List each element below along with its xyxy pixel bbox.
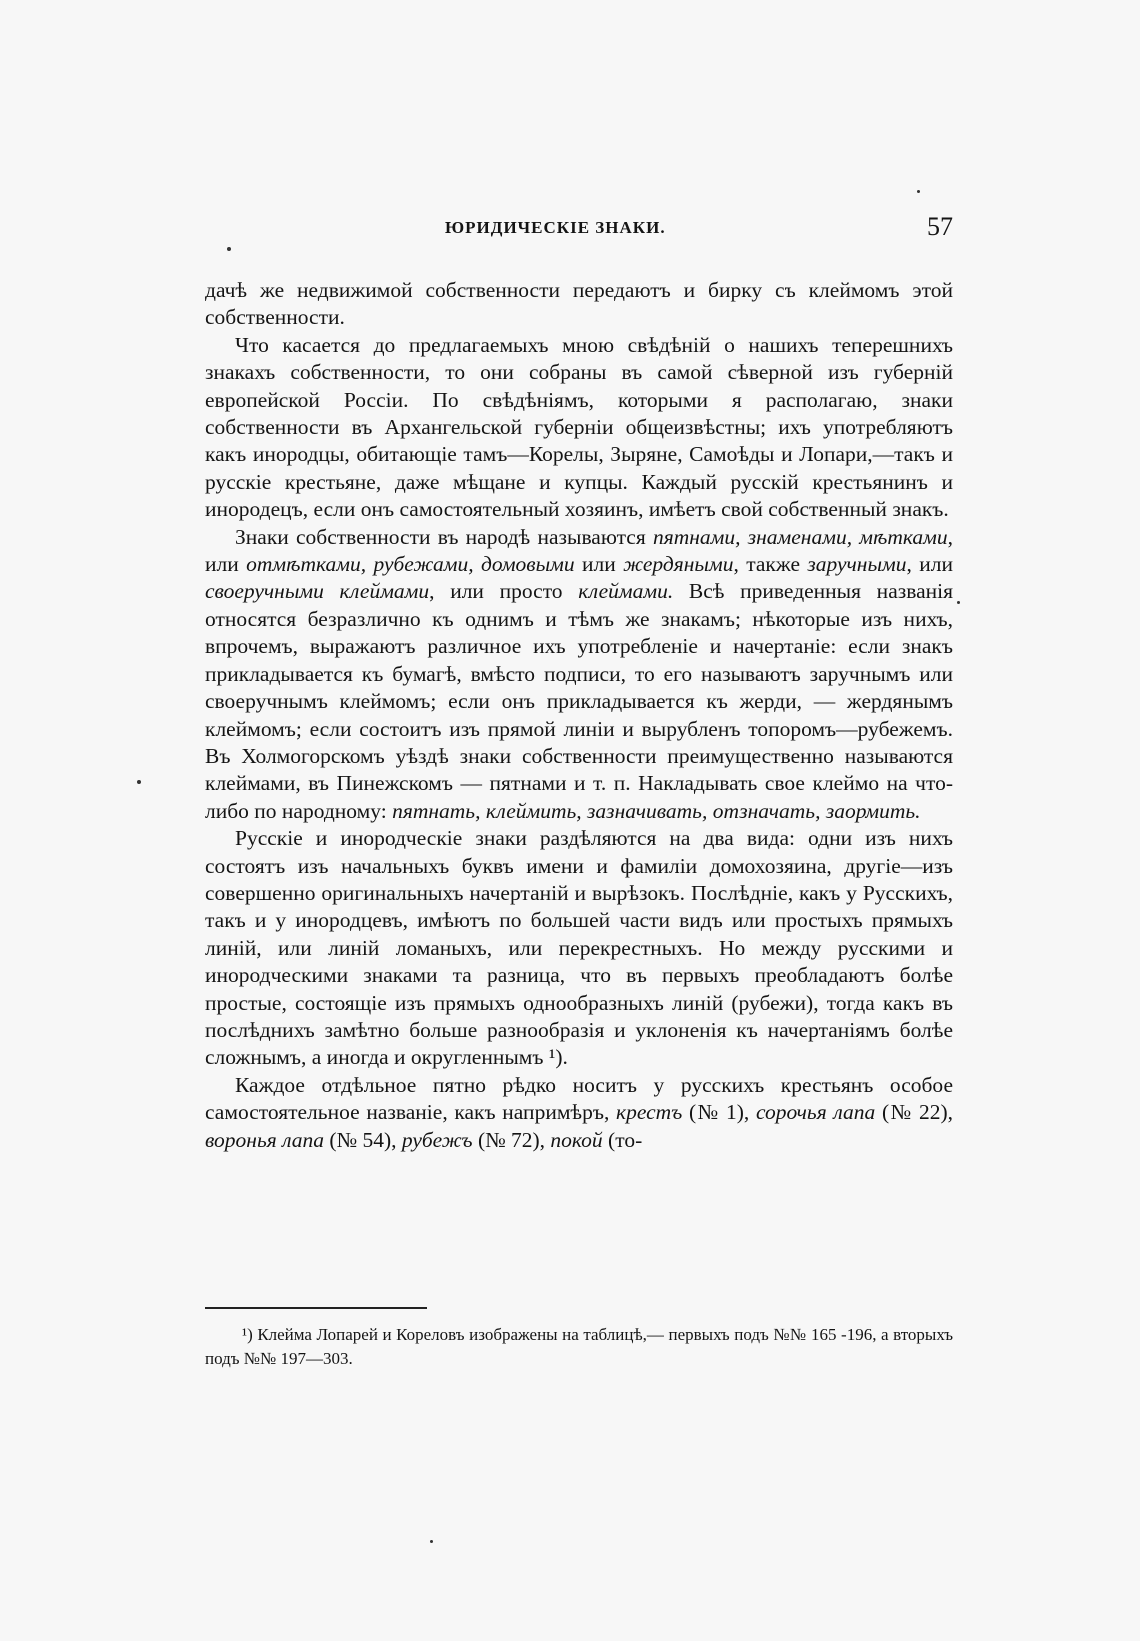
text-run: , или [906,552,953,577]
scan-speck [917,190,920,193]
scan-speck [430,1540,433,1543]
italic-run: отмѣтками, рубежами, домовыми [246,552,575,577]
paragraph-2 [205,332,953,524]
text-run: Русскіе и инородческіе знаки раздѣляются на два вида: одни изъ нихъ состоятъ изъ начальныхъ буквъ имени и фамиліи домохозяина, другіе—изъ совершенно оригинальныхъ начертаній и вырѣзокъ. Послѣдніе, какъ у Русскихъ, такъ и у инородцевъ, имѣютъ по большей части видъ или простыхъ прямыхъ линій, или линій ломаныхъ, или перекрестныхъ. Но между русскими и инородческими знаками та разница, что въ первыхъ преобладаютъ болѣе простые, состоящіе изъ прямыхъ однообразныхъ линій (рубежи), тогда какъ въ послѣднихъ замѣтно больше разнообразія и уклоненія къ начертаніямъ болѣе сложнымъ, а иногда и округленнымъ ¹). [205,826,953,1070]
footnote-rule [205,1307,427,1309]
paragraph-1 [205,277,953,332]
paragraph-5 [205,1072,953,1154]
page-number: 57 [927,212,953,241]
italic-run: рубежъ [401,1127,473,1152]
text-run: дачѣ же недвижимой собственности передаютъ и бирку съ клеймомъ этой собственности. [205,278,953,330]
footnote [205,1323,953,1371]
italic-run: крестъ [616,1100,683,1125]
scan-speck [957,601,960,604]
italic-run: сорочья лапа [755,1100,876,1125]
italic-run: клеймами. [578,579,674,604]
text-run: Всѣ приведенныя названія относятся безразлично къ однимъ и тѣмъ же знакамъ; нѣкоторые изъ нихъ, впрочемъ, выражаютъ различное ихъ употребленіе и начертаніе: если знакъ прикладывается къ бумагѣ, вмѣсто подписи, то его называютъ заручнымъ или своеручнымъ клеймомъ; если онъ прикладывается къ жерди, — жердянымъ клеймомъ; если состоитъ изъ прямой линіи и вырубленъ топоромъ—рубежемъ. Въ Холмогорскомъ уѣздѣ знаки собственности преимущественно называются клеймами, въ Пинежскомъ — пятнами и т. п. Накладывать свое клеймо на что-либо по народному: [205,579,954,823]
text-run: Что касается до предлагаемыхъ мною свѣдѣній о нашихъ теперешнихъ знакахъ собственности, то они собраны въ самой сѣверной изъ губерній европейской Россіи. По свѣдѣніямъ, которыми я располагаю, знаки собственности въ Архангельской губерніи общеизвѣстны; ихъ употребляютъ какъ инородцы, обитающіе тамъ—Корелы, Зыряне, Самоѣды и Лопари,—такъ и русскіе крестьяне, даже мѣщане и купцы. Каждый русскій крестьянинъ и инородецъ, если онъ самостоятельный хозяинъ, имѣетъ свой собственный знакъ. [205,332,953,522]
body-text [205,277,953,1154]
text-run: (№ 54), [324,1127,402,1152]
running-header [205,212,953,248]
text-run: (то- [602,1127,643,1152]
text-run: (№ 1), [682,1100,756,1125]
text-run: , также [733,552,808,577]
italic-run: заручными [807,552,907,577]
text-run: Знаки собственности въ народѣ называются [235,524,653,549]
italic-run: жердяными [623,552,734,577]
text-run: , или [205,524,954,577]
italic-run: покой [550,1127,603,1152]
text-run: Каждое отдѣльное пятно рѣдко носитъ у русскихъ крестьянъ особое самостоятельное названіе, какъ напримѣръ, [205,1072,953,1125]
paragraph-4 [205,825,953,1072]
italic-run: пятнами, знаменами, мѣтками [652,524,948,549]
text-run: , или просто [429,579,579,604]
scan-speck [227,247,231,251]
header-title: ЮРИДИЧЕСКІЕ ЗНАКИ. [445,218,666,237]
italic-run: своеручными клеймами [205,579,430,604]
italic-run: воронья лапа [205,1127,325,1152]
italic-run: пятнать, клеймить, зазначивать, отзначать, заормить. [392,798,921,823]
footnote-text: ¹) Клейма Лопарей и Кореловъ изображены на таблицѣ,— первыхъ подъ №№ 165 -196, а вторыхъ подъ №№ 197—303. [205,1325,953,1368]
paragraph-3 [205,524,953,825]
text-run: (№ 22), [875,1100,953,1125]
scan-speck [137,780,141,784]
text-run: (№ 72), [472,1127,551,1152]
text-run: или [574,552,624,577]
